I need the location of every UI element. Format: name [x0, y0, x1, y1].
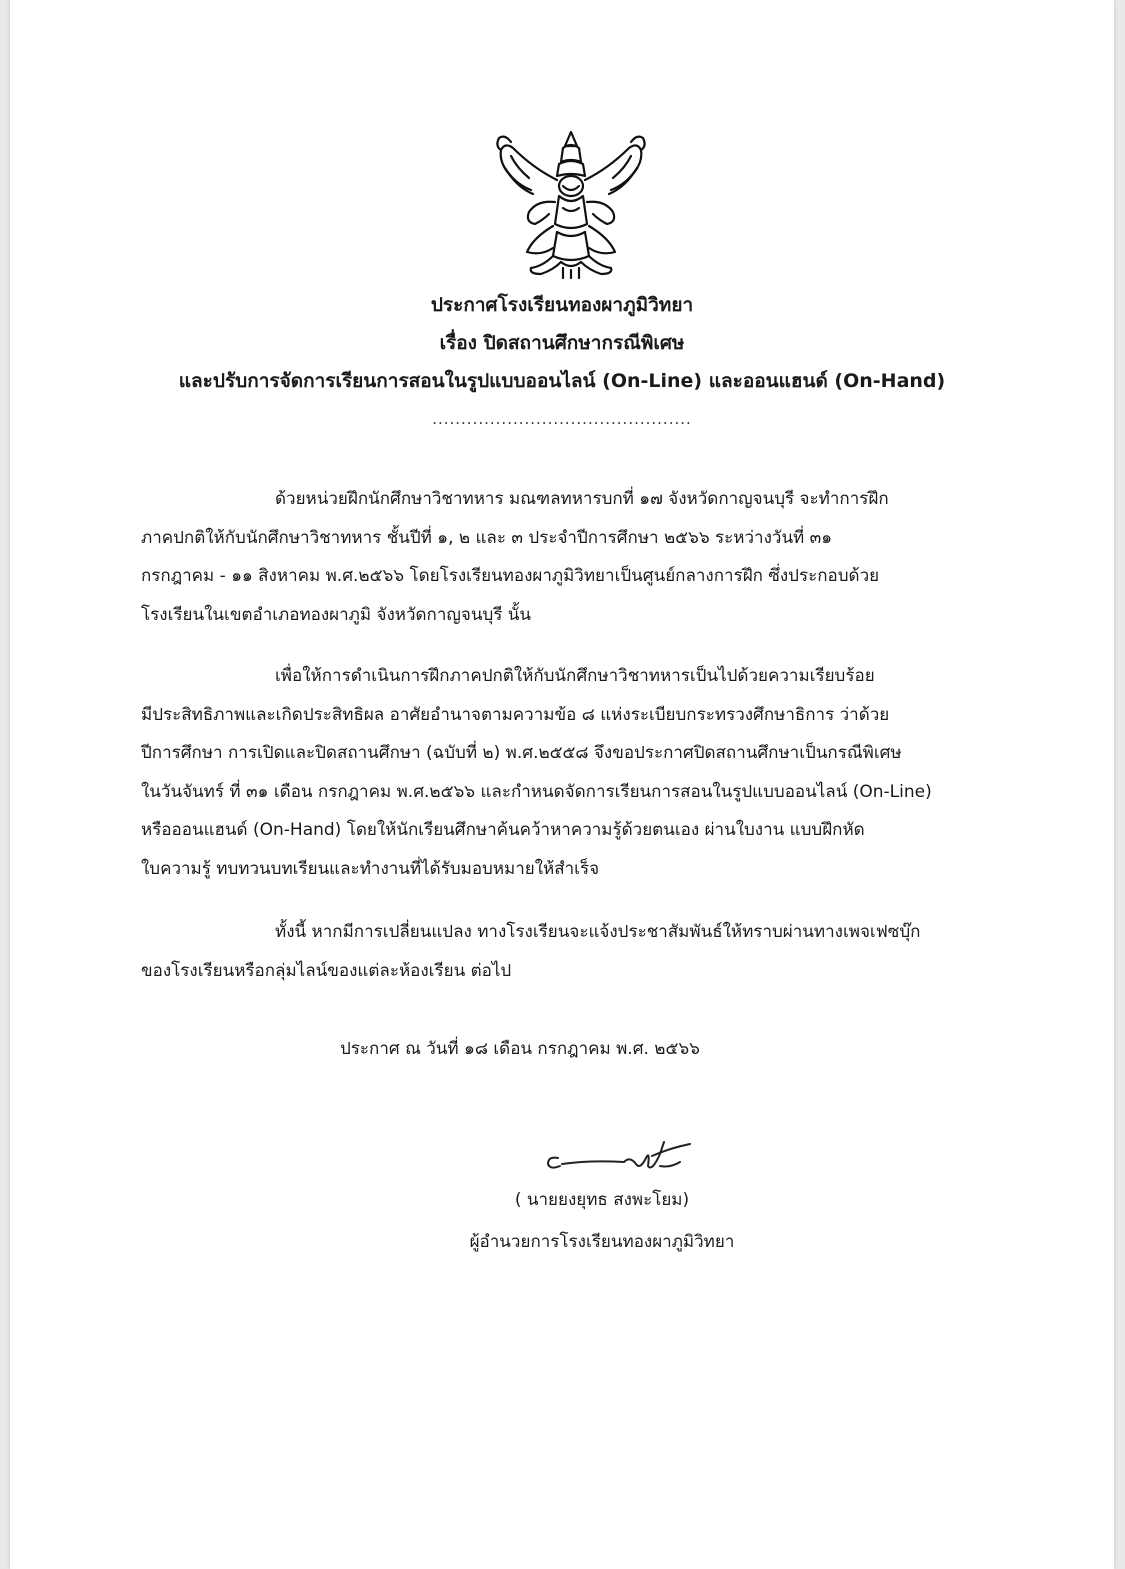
paragraph-line: โรงเรียนในเขตอำเภอทองผาภูมิ จังหวัดกาญจนบุรี นั้น: [141, 604, 532, 625]
paragraph-line: เพื่อให้การดำเนินการฝึกภาคปกติให้กับนักศึกษาวิชาทหารเป็นไปด้วยความเรียบร้อย: [275, 666, 875, 686]
paragraph-line: หรือออนแฮนด์ (On-Hand) โดยให้นักเรียนศึกษาค้นคว้าหาความรู้ด้วยตนเอง ผ่านใบงาน แบบฝึกหัด: [141, 820, 865, 840]
signer-name: ( นายยงยุทธ สงพะโยม): [514, 1190, 690, 1210]
paragraph-line: ปีการศึกษา การเปิดและปิดสถานศึกษา (ฉบับที่ ๒) พ.ศ.๒๕๕๘ จึงขอประกาศปิดสถานศึกษาเป็นกรณีพิเศษ: [141, 743, 902, 763]
paragraph-line: กรกฎาคม - ๑๑ สิงหาคม พ.ศ.๒๕๖๖ โดยโรงเรียนทองผาภูมิวิทยาเป็นศูนย์กลางการฝึก ซึ่งประกอบด้วย: [141, 566, 880, 586]
announcement-title: ประกาศโรงเรียนทองผาภูมิวิทยา: [430, 294, 694, 316]
announcement-date: ประกาศ ณ วันที่ ๑๘ เดือน กรกฎาคม พ.ศ. ๒๕๖๖: [340, 1039, 700, 1059]
paragraph-2: [141, 657, 981, 888]
paragraph-1: [141, 480, 981, 634]
paragraph-line: ภาคปกติให้กับนักศึกษาวิชาทหาร ชั้นปีที่ ๑, ๒ และ ๓ ประจำปีการศึกษา ๒๕๖๖ ระหว่างวันที่ ๓๑: [141, 527, 833, 548]
document-page: [10, 0, 1114, 1569]
paragraph-line: ของโรงเรียนหรือกลุ่มไลน์ของแต่ละห้องเรียน ต่อไป: [141, 960, 512, 981]
announcement-subject: เรื่อง ปิดสถานศึกษากรณีพิเศษ: [439, 332, 685, 354]
handwritten-signature-icon: [540, 1132, 700, 1182]
signer-position: ผู้อำนวยการโรงเรียนทองผาภูมิวิทยา: [469, 1232, 735, 1252]
paragraph-3: [141, 913, 981, 990]
title-separator: .............................................: [432, 410, 692, 428]
paragraph-line: ทั้งนี้ หากมีการเปลี่ยนแปลง ทางโรงเรียนจะแจ้งประชาสัมพันธ์ให้ทราบผ่านทางเพจเฟซบุ๊ก: [275, 922, 921, 942]
paragraph-line: มีประสิทธิภาพและเกิดประสิทธิผล อาศัยอำนาจตามความข้อ ๘ แห่งระเบียบกระทรวงศึกษาธิการ ว่าด้วย: [141, 704, 890, 725]
announcement-subject-detail: และปรับการจัดการเรียนการสอนในรูปแบบออนไลน์ (On-Line) และออนแฮนด์ (On-Hand): [178, 370, 946, 392]
garuda-emblem-icon: [493, 128, 649, 280]
paragraph-line: ในวันจันทร์ ที่ ๓๑ เดือน กรกฎาคม พ.ศ.๒๕๖๖ และกำหนดจัดการเรียนการสอนในรูปแบบออนไลน์ (On-Line): [141, 781, 932, 802]
paragraph-line: ใบความรู้ ทบทวนบทเรียนและทำงานที่ได้รับมอบหมายให้สำเร็จ: [141, 858, 600, 879]
paragraph-line: ด้วยหน่วยฝึกนักศึกษาวิชาทหาร มณฑลทหารบกที่ ๑๗ จังหวัดกาญจนบุรี จะทำการฝึก: [275, 489, 889, 509]
